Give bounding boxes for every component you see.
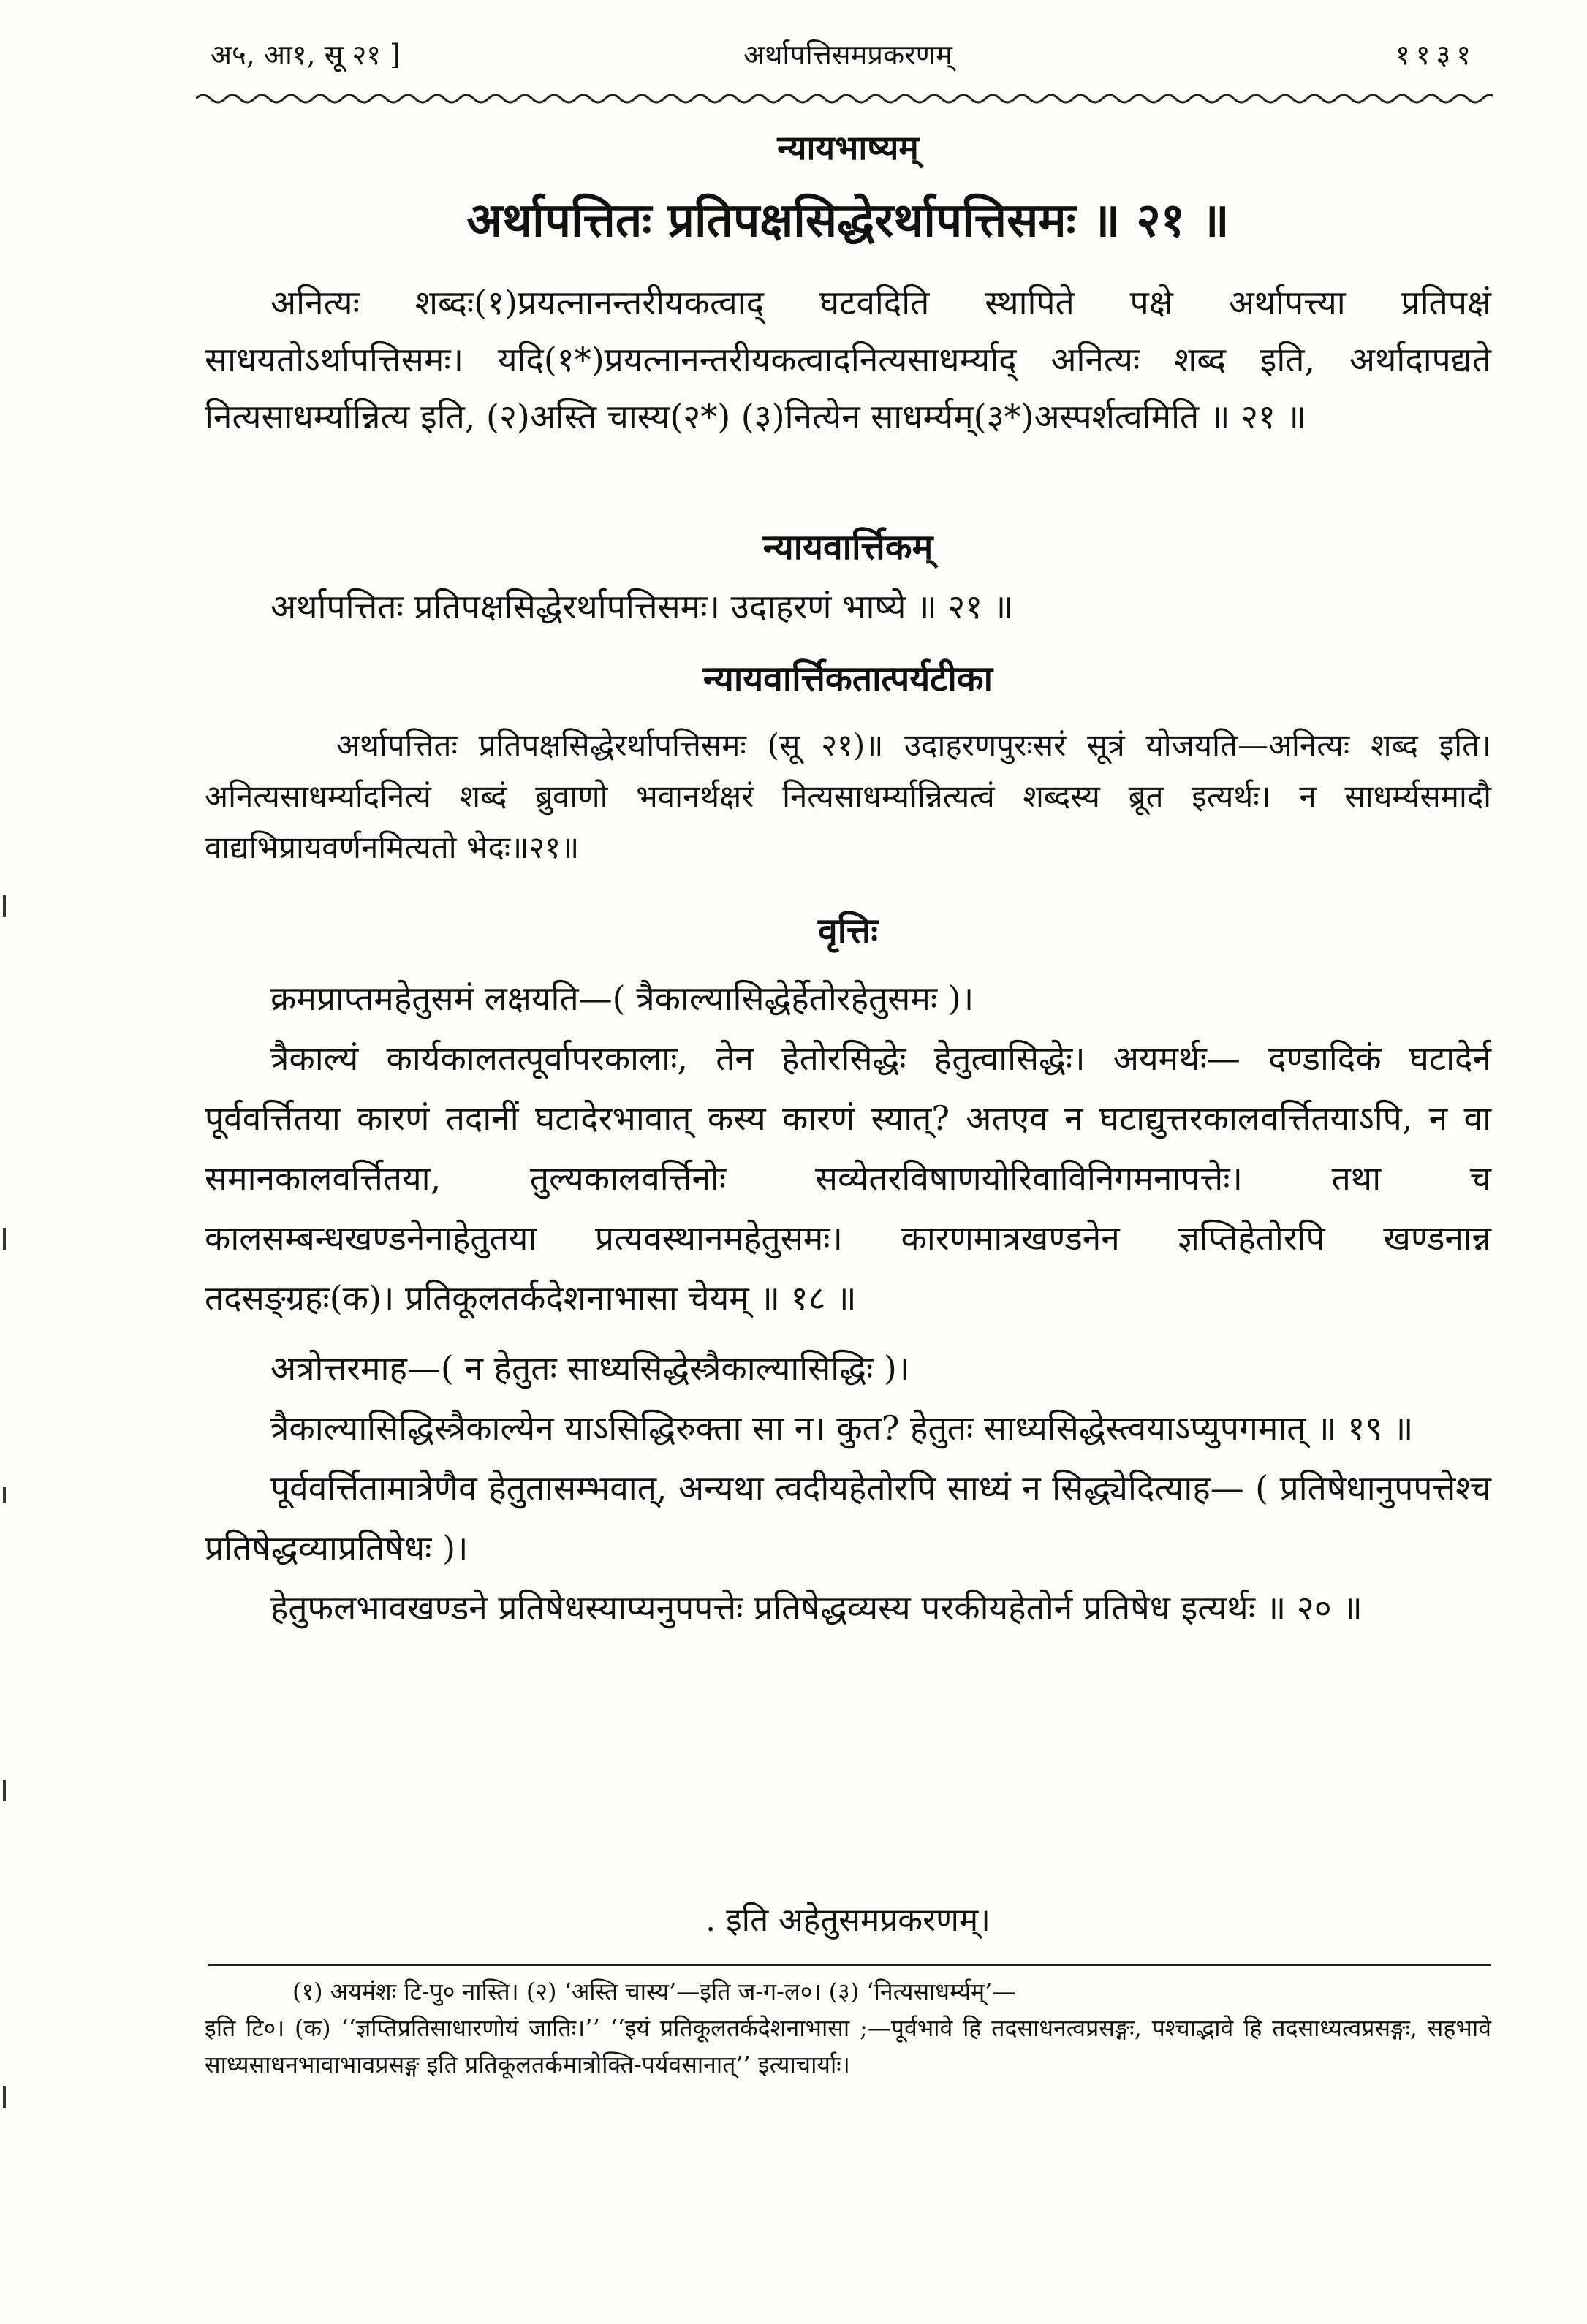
footnote-line-1: (१) अयमंशः टि-पु० नास्ति। (२) ‘अस्ति चास्य’—इति ज-ग-ल०। (३) ‘नित्यसाधर्म्यम्’— [292,1978,1016,2005]
vritti-p2: त्रैकाल्यं कार्यकालतत्पूर्वापरकालाः, तेन हेतोरसिद्धेः हेतुत्वासिद्धेः। अयमर्थः— दण्डादिकं घटादेर्न पूर्ववर्त्तितया कारणं तदानीं घटादेरभावात् कस्य कारणं स्यात्? अतएव न घटाद्युत्तरकालवर्त्तितयाऽपि, न वा समानकालवर्त्तितया, तुल्यकालवर्त्तिनोः सव्येतरविषाणयोरिवाविनिगमनापत्तेः। तथा च कालसम्बन्धखण्डनेनाहेतुतया प्रत्यवस्थानमहेतुसमः। कारणमात्रखण्डनेन ज्ञप्तिहेतोरपि खण्डनान्न तदसङ्ग्रहः(क)। प्रतिकूलतर्कदेशनाभासा चेयम् ॥ १८ ॥ [205,1038,1491,1318]
vritti-text [205,968,1491,1638]
bhashya-heading: न्यायभाष्यम् [777,128,919,167]
varttika-text [205,581,1491,632]
vritti-p5: पूर्ववर्त्तितामात्रेणैव हेतुतासम्भवात्, अन्यथा त्वदीयहेतोरपि साध्यं न सिद्ध्येदित्याह— ( प्रतिषेधानुपपत्तेश्च प्रतिषेद्धव्याप्रतिषेधः )। [205,1468,1491,1568]
wavy-rule [196,88,1493,110]
header-chapter-title: अर्थापत्तिसमप्रकरणम् [743,39,952,71]
bhashya-paragraph: अनित्यः शब्दः(१)प्रयत्नानन्तरीयकत्वाद् घटवदिति स्थापिते पक्षे अर्थापत्त्या प्रतिपक्षं साधयतोऽर्थापत्तिसमः। यदि(१*)प्रयत्नानन्तरीयकत्वादनित्यसाधर्म्याद् अनित्यः शब्द इति, अर्थादापद्यते नित्यसाधर्म्यान्नित्य इति, (२)अस्ति चास्य(२*) (३)नित्येन साधर्म्यम्(३*)अस्पर्शत्वमिति ॥ २१ ॥ [205,283,1491,436]
varttika-heading: न्यायवार्त्तिकम् [762,527,933,568]
tika-text [205,720,1491,873]
vritti-heading: वृत्तिः [818,911,878,952]
vritti-p1: क्रमप्राप्तमहेतुसमं लक्षयति—( त्रैकाल्यासिद्धेर्हेतोरहेतुसमः )। [270,979,974,1018]
vritti-p6: हेतुफलभावखण्डने प्रतिषेधस्याप्यनुपपत्तेः प्रतिषेद्धव्यस्य परकीयहेतोर्न प्रतिषेध इत्यर्थः ॥ २० ॥ [270,1588,1363,1628]
vritti-p3: अत्रोत्तरमाह—( न हेतुतः साध्यसिद्धेस्त्रैकाल्यासिद्धिः )। [270,1348,910,1388]
footnote-rule [208,1964,1491,1966]
sutra-title: अर्थापत्तितः प्रतिपक्षसिद्धेरर्थापत्तिसमः ॥ २१ ॥ [466,193,1230,248]
varttika-paragraph: अर्थापत्तितः प्रतिपक्षसिद्धेरर्थापत्तिसमः। उदाहरणं भाष्ये ॥ २१ ॥ [270,587,1014,626]
tika-paragraph: अर्थापत्तितः प्रतिपक्षसिद्धेरर्थापत्तिसमः (सू २१)॥ उदाहरणपुरःसरं सूत्रं योजयति—अनित्यः शब्द इति। अनित्यसाधर्म्यादनित्यं शब्दं ब्रुवाणो भवानर्थक्षरं नित्यसाधर्म्यान्नित्यत्वं शब्दस्य ब्रूत इत्यर्थः। न साधर्म्यसमादौ वाद्यभिप्रायवर्णनमित्यतो भेदः॥२१॥ [205,727,1491,865]
page-number: ११३१ [1395,39,1477,71]
tika-heading: न्यायवार्त्तिकतात्पर्यटीका [702,658,993,699]
footnotes [205,1973,1491,2083]
bhashya-text [205,274,1491,445]
vritti-p4: त्रैकाल्यासिद्धिस्त्रैकाल्येन याऽसिद्धिरुक्ता सा न। कुत? हेतुतः साध्यसिद्धेस्त्वयाऽप्युपगमात् ॥ १९ ॥ [270,1408,1414,1448]
running-header [205,29,1491,80]
section-end-line: . इति अहेतुसमप्रकरणम्। [705,1902,991,1939]
footnote-rest: इति टि०। (क) ‘‘ज्ञप्तिप्रतिसाधारणोयं जातिः।’’ ‘‘इयं प्रतिकूलतर्कदेशनाभासा ;—पूर्वभावे हि तदसाधनत्वप्रसङ्गः, पश्चाद्भावे हि तदसाध्यत्वप्रसङ्गः, सहभावे साध्यसाधनभावाभावप्रसङ्ग इति प्रतिकूलतर्कमात्रोक्ति-पर्यवसानात्’’ इत्याचार्याः। [205,2014,1491,2078]
header-section-ref: अ५, आ१, सू २१ ] [211,39,401,71]
